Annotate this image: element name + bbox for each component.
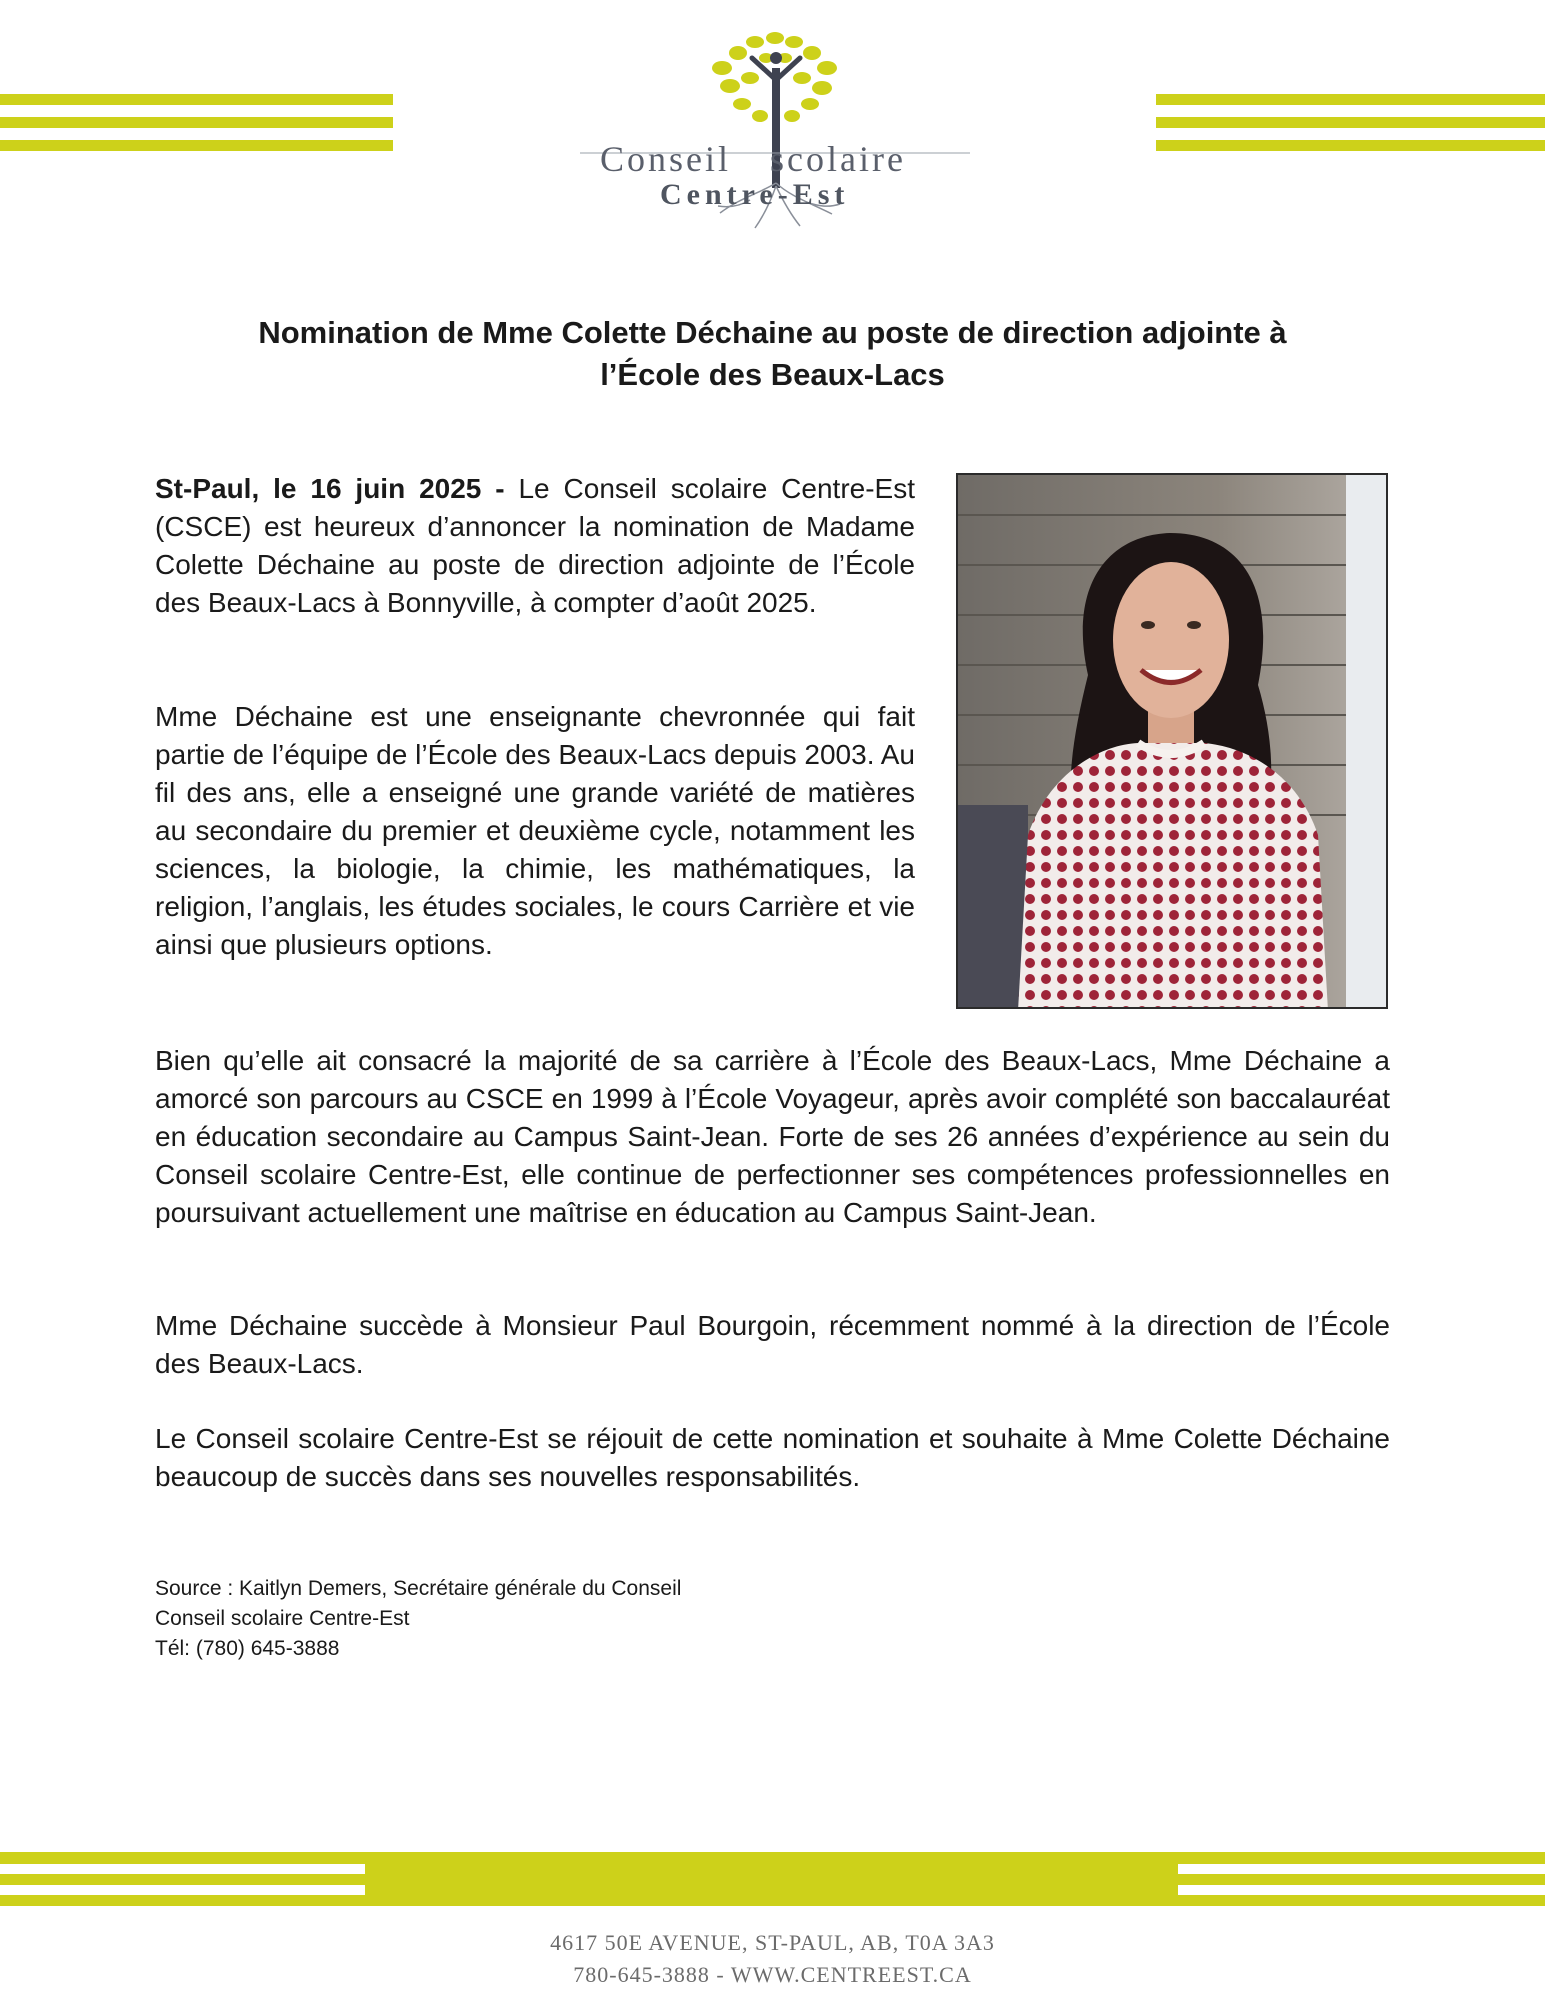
source-line-2: Conseil scolaire Centre-Est [155,1607,410,1630]
dateline: St-Paul, le 16 juin 2025 - [155,473,505,504]
title-line-1: Nomination de Mme Colette Déchaine au poste de direction adjointe à [258,315,1287,350]
source-line-1: Source : Kaitlyn Demers, Secrétaire générale du Conseil [155,1577,682,1600]
paragraph-2: Mme Déchaine est une enseignante chevronnée qui fait partie de l’équipe de l’École des Beaux-Lacs depuis 2003. Au fil des ans, elle a enseigné une grande variété de matières au secondaire du premier et deuxième cycle, notamment les sciences, la biologie, la chimie, les mathématiques, la religion, l’anglais, les études sociales, le cours Carrière et vie ainsi que plusieurs options. [155,701,915,960]
paragraph-3: Bien qu’elle ait consacré la majorité de sa carrière à l’École des Beaux-Lacs, Mme Déchaine a amorcé son parcours au CSCE en 1999 à l’École Voyageur, après avoir complété son baccalauréat en éducation secondaire au Campus Saint-Jean. Forte de ses 26 années d’expérience au sein du Conseil scolaire Centre-Est, elle continue de perfectionner ses compétences professionnelles en poursuivant actuellement une maîtrise en éducation au Campus Saint-Jean. [155,1045,1390,1228]
logo-text-scolaire: scolaire [770,139,906,179]
logo-text-conseil: Conseil [600,139,732,179]
logo-text-centre-est: Centre-Est [660,178,850,211]
paragraph-1 [155,470,915,622]
portrait-photo [956,473,1388,1009]
footer-contact: 780-645-3888 - WWW.CENTREEST.CA [573,1962,972,1987]
title-line-2: l’École des Beaux-Lacs [600,357,945,392]
paragraph-5: Le Conseil scolaire Centre-Est se réjouit de cette nomination et souhaite à Mme Colette Déchaine beaucoup de succès dans ses nouvelles responsabilités. [155,1423,1390,1492]
page-title [150,312,1395,396]
source-block [155,1574,681,1664]
csce-logo [570,28,980,238]
paragraph-1-text: Le Conseil scolaire Centre-Est (CSCE) est heureux d’annoncer la nomination de Madame Colette Déchaine au poste de direction adjointe de l’École des Beaux-Lacs à Bonnyville, à compter d’août 2025. [155,473,915,618]
portrait-photo-icon [958,475,1388,1009]
footer-address: 4617 50E AVENUE, ST-PAUL, AB, T0A 3A3 [550,1930,995,1955]
source-line-3: Tél: (780) 645-3888 [155,1637,340,1660]
paragraph-4: Mme Déchaine succède à Monsieur Paul Bourgoin, récemment nommé à la direction de l’École des Beaux-Lacs. [155,1310,1390,1379]
